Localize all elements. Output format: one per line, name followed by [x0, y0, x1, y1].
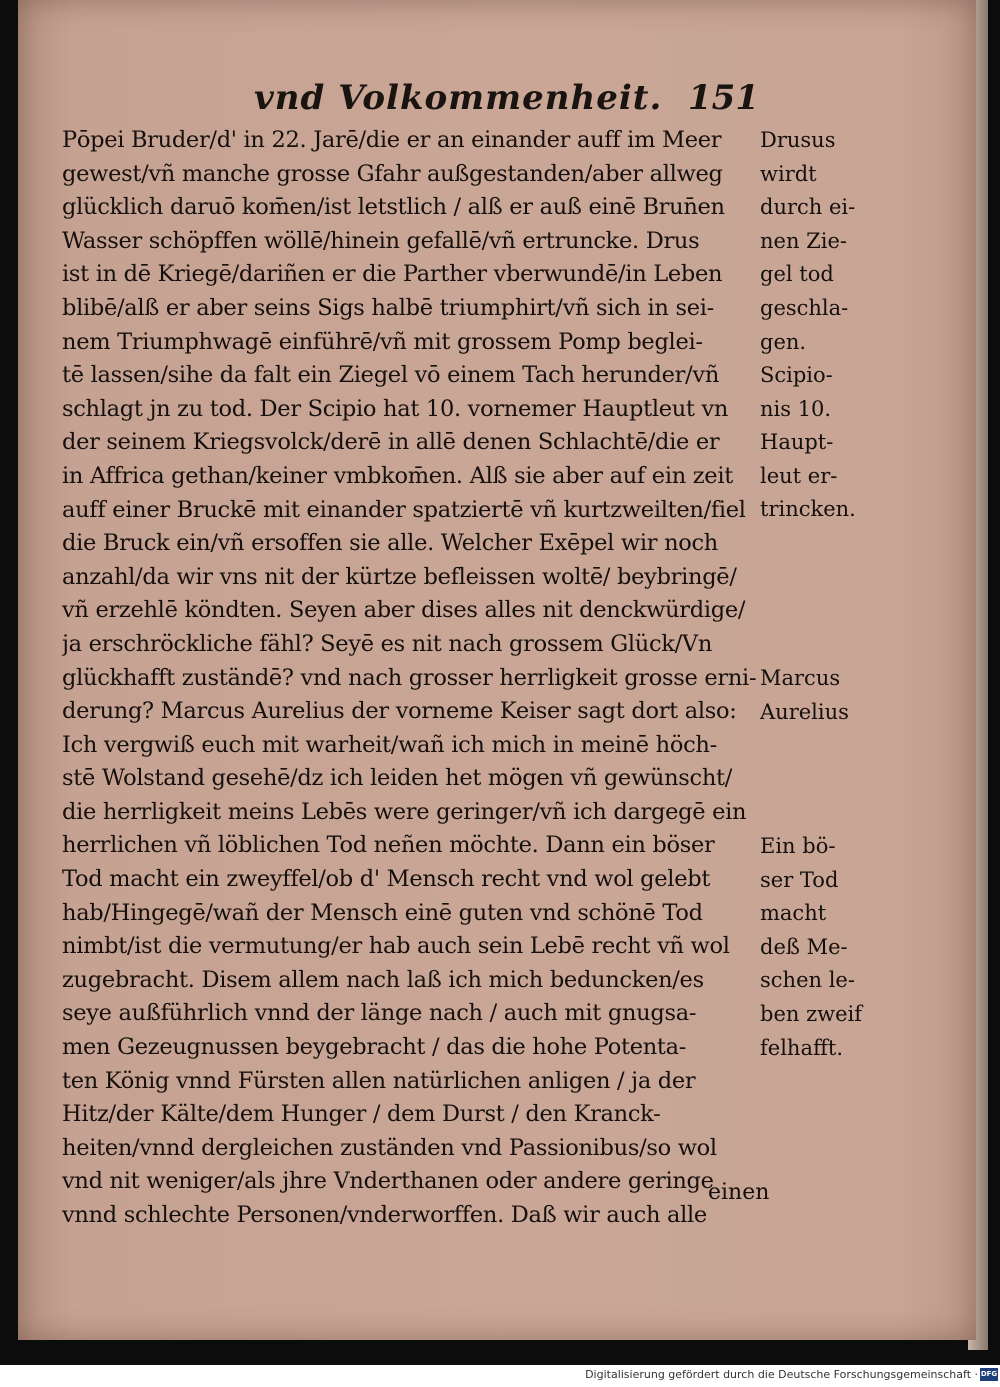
- text-line: Ich vergwiß euch mit warheit/wañ ich mich in meinē höch-: [62, 731, 717, 758]
- catchword: einen: [708, 1180, 770, 1205]
- marginal-line: nis 10.: [760, 396, 832, 421]
- text-line: nimbt/ist die vermutung/er hab auch sein Lebē recht vñ wol: [62, 933, 730, 960]
- text-line: auff einer Bruckē mit einander spatziertē vñ kurtzweilten/fiel: [62, 496, 746, 523]
- marginal-line: felhafft.: [760, 1035, 843, 1060]
- text-line: die Bruck ein/vñ ersoffen sie alle. Welcher Exēpel wir noch: [62, 530, 718, 557]
- text-line: Pōpei Bruder/d' in 22. Jarē/die er an einander auff im Meer: [62, 127, 722, 153]
- text-line: glückhafft zuständē? vnd nach grosser herrligkeit grosse erni-: [62, 664, 757, 691]
- marginal-line: trincken.: [760, 497, 856, 522]
- marginal-line: Drusus: [760, 128, 836, 152]
- marginal-note-scipio: [760, 359, 880, 527]
- text-line: der seinem Kriegsvolck/derē in allē denen Schlachtē/die er: [62, 429, 720, 456]
- text-line: Wasser schöpffen wöllē/hinein gefallē/vñ ertruncke. Drus: [62, 227, 700, 254]
- text-line: ten König vnnd Fürsten allen natürlichen anligen / ja der: [62, 1067, 696, 1094]
- marginal-note-tod: [760, 830, 880, 1065]
- marginal-note-aurelius: [760, 662, 880, 729]
- digitization-footer: [0, 1365, 1000, 1387]
- marginal-line: Marcus: [760, 666, 841, 690]
- text-line: zugebracht. Disem allem nach laß ich mich beduncken/es: [62, 966, 704, 993]
- marginal-line: Scipio-: [760, 363, 833, 387]
- marginal-line: Aurelius: [760, 699, 849, 724]
- marginal-line: schen le-: [760, 968, 855, 993]
- text-line: ja erschröckliche fähl? Seyē es nit nach grossem Glück/Vn: [62, 630, 713, 657]
- text-line: stē Wolstand gesehē/dz ich leiden het mögen vñ gewünscht/: [62, 765, 733, 792]
- marginal-line: Ein bö-: [760, 834, 836, 858]
- text-line: Tod macht ein zweyffel/ob d' Mensch recht vnd wol gelebt: [62, 866, 711, 893]
- text-line: in Affrica gethan/keiner vmbkom̄en. Alß sie aber auf ein zeit: [62, 462, 733, 489]
- text-line: vnnd schlechte Personen/vnderworffen. Daß wir auch alle: [62, 1202, 707, 1228]
- text-line: gewest/vñ manche grosse Gfahr außgestanden/aber allweg: [62, 160, 723, 187]
- text-line: anzahl/da wir vns nit der kürtze beflеissen woltē/ beybringē/: [62, 563, 737, 590]
- main-text-block: [62, 124, 762, 1233]
- marginal-line: wirdt: [760, 161, 817, 186]
- text-line: glücklich daruō kom̄en/ist letstlich / alß er auß einē Brun̄en: [62, 194, 725, 221]
- text-line: nem Triumphwagē einführē/vñ mit grossem Pomp beglei-: [62, 328, 703, 355]
- marginal-line: durch ei-: [760, 195, 856, 220]
- dfg-credit-text: Digitalisierung gefördert durch die Deutsche Forschungsgemeinschaft ·: [585, 1368, 978, 1381]
- text-line: Hitz/der Kälte/dem Hunger / dem Durst / den Kranck-: [62, 1101, 661, 1128]
- text-line: seye außführlich vnnd der länge nach / auch mit gnugsa-: [62, 1000, 697, 1027]
- page-number: 151: [688, 78, 759, 118]
- marginal-line: deß Me-: [760, 934, 848, 959]
- text-line: die herrligkeit meins Lebēs were geringer/vñ ich dargegē ein: [62, 798, 747, 825]
- marginal-line: nen Zie-: [760, 228, 847, 253]
- text-line: schlagt jn zu tod. Der Scipio hat 10. vornemer Hauptleut vn: [62, 395, 729, 422]
- text-line: men Gezeugnussen beygebracht / das die hohe Potenta-: [62, 1034, 687, 1061]
- marginal-line: gen.: [760, 329, 807, 354]
- marginal-line: ben zweif: [760, 1001, 863, 1026]
- page-header: [18, 78, 976, 118]
- text-line: blibē/alß er aber seins Sigs halbē triumphirt/vñ sich in sei-: [62, 294, 714, 321]
- marginal-line: leut er-: [760, 463, 838, 488]
- marginal-line: gel tod: [760, 262, 834, 287]
- text-line: heiten/vnnd dergleichen zuständen vnd Passionibus/so wol: [62, 1134, 717, 1161]
- text-line: vnd nit weniger/als jhre Vnderthanen oder andere geringe: [62, 1168, 714, 1195]
- text-line: tē lassen/sihe da falt ein Ziegel vō einem Tach herunder/vñ: [62, 362, 720, 389]
- running-title: vnd Volkommenheit.: [254, 78, 663, 118]
- text-line: herrlichen vñ löblichen Tod neñen möchte. Dann ein böser: [62, 832, 715, 859]
- marginal-line: Haupt-: [760, 430, 834, 455]
- marginal-note-drusus: [760, 124, 880, 359]
- marginal-line: ser Tod: [760, 867, 839, 892]
- dfg-logo-icon: DFG: [980, 1368, 998, 1381]
- text-line: derung? Marcus Aurelius der vorneme Keiser sagt dort also:: [62, 698, 737, 725]
- text-line: ist in dē Kriegē/dariñen er die Parther vberwundē/in Leben: [62, 261, 723, 288]
- text-line: hab/Hingegē/wañ der Mensch einē guten vnd schönē Tod: [62, 899, 703, 926]
- marginal-line: geschla-: [760, 295, 849, 320]
- book-page: [18, 0, 976, 1340]
- marginal-line: macht: [760, 901, 827, 926]
- text-line: vñ erzehlē köndten. Seyen aber dises alles nit denckwürdige/: [62, 597, 746, 624]
